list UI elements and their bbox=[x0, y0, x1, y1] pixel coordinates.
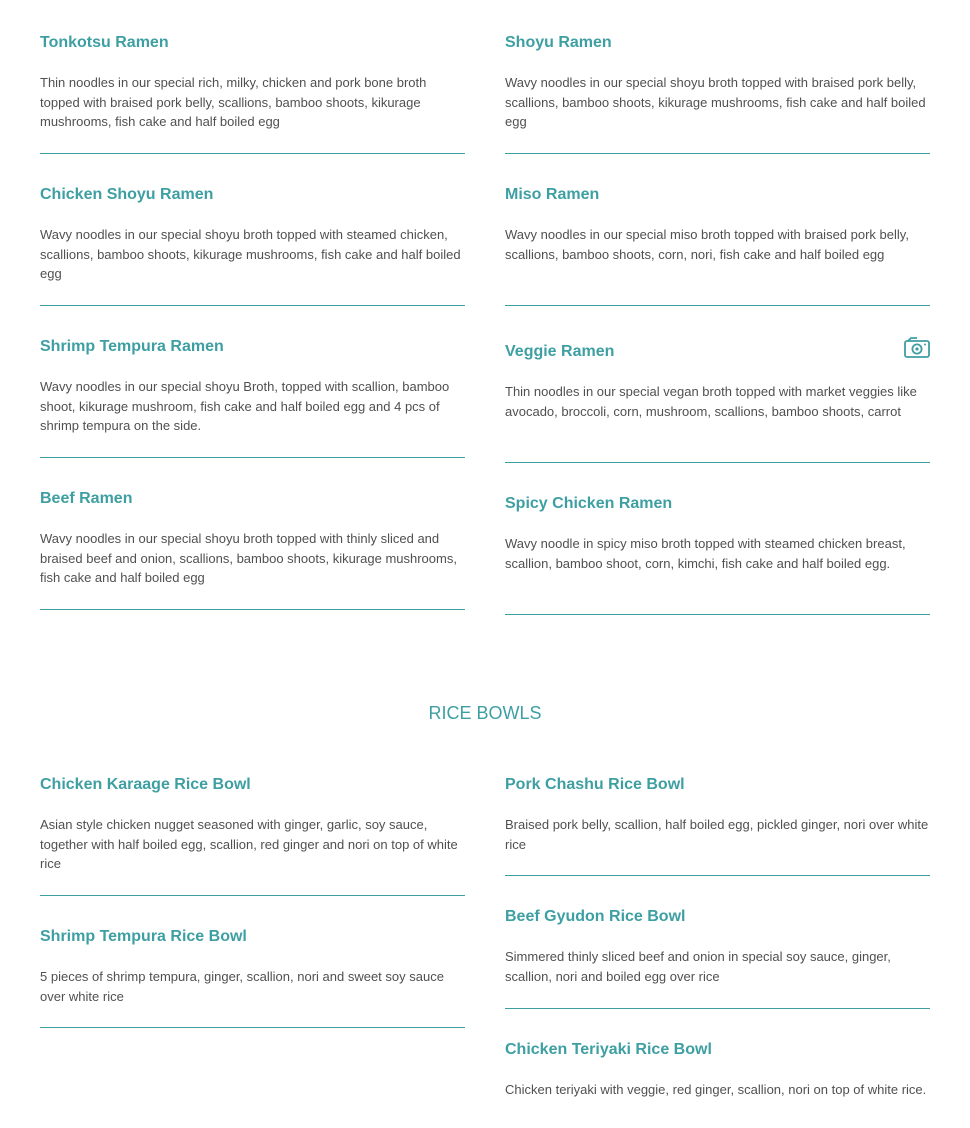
menu-item-title: Miso Ramen bbox=[505, 186, 600, 203]
divider bbox=[40, 895, 465, 896]
menu-item-tonkotsu-ramen bbox=[40, 33, 465, 132]
menu-item-description: Braised pork belly, scallion, half boiled egg, pickled ginger, nori over white rice bbox=[505, 817, 929, 852]
menu-item-title: Shrimp Tempura Rice Bowl bbox=[40, 928, 247, 945]
menu-item-pork-chashu-rice-bowl bbox=[505, 775, 930, 854]
divider bbox=[505, 153, 930, 154]
menu-item-title: Beef Ramen bbox=[40, 490, 133, 507]
menu-item-description: Wavy noodles in our special shoyu broth topped with braised pork belly, scallions, bamboo shoots, kikurage mushrooms, fish cake and half boiled egg bbox=[505, 75, 926, 129]
divider bbox=[40, 457, 465, 458]
menu-item-shrimp-tempura-rice-bowl bbox=[40, 927, 465, 1006]
menu-item-title: Beef Gyudon Rice Bowl bbox=[505, 908, 686, 925]
menu-item-description: Wavy noodles in our special shoyu broth topped with thinly sliced and braised beef and onion, scallions, bamboo shoots, kikurage mushrooms, fish cake and half boiled egg bbox=[40, 531, 457, 585]
menu-item-chicken-teriyaki-rice-bowl bbox=[505, 1040, 930, 1100]
menu-item-description: Thin noodles in our special rich, milky, chicken and pork bone broth topped with braised pork belly, scallions, bamboo shoots, kikurage mushrooms, fish cake and half boiled egg bbox=[40, 75, 427, 129]
menu-item-beef-gyudon-rice-bowl bbox=[505, 907, 930, 986]
menu-item-title: Chicken Shoyu Ramen bbox=[40, 186, 214, 203]
divider bbox=[40, 153, 465, 154]
menu-item-title: Spicy Chicken Ramen bbox=[505, 495, 673, 512]
menu-item-veggie-ramen bbox=[505, 337, 930, 421]
section-title-rice-bowls: RICE BOWLS bbox=[428, 703, 542, 723]
menu-item-chicken-karaage-rice-bowl bbox=[40, 775, 465, 874]
menu-item-title: Shoyu Ramen bbox=[505, 34, 612, 51]
menu-item-shrimp-tempura-ramen bbox=[40, 337, 465, 436]
menu-item-description: Thin noodles in our special vegan broth topped with market veggies like avocado, broccoli, corn, mushroom, scallions, bamboo shoots, carrot bbox=[505, 384, 917, 419]
menu-item-description: Asian style chicken nugget seasoned with ginger, garlic, soy sauce, together with half boiled egg, scallion, red ginger and nori on top of white rice bbox=[40, 817, 458, 871]
divider bbox=[40, 1027, 465, 1028]
menu-item-description: 5 pieces of shrimp tempura, ginger, scallion, nori and sweet soy sauce over white rice bbox=[40, 969, 444, 1004]
menu-item-title: Chicken Teriyaki Rice Bowl bbox=[505, 1041, 712, 1058]
menu-item-description: Wavy noodle in spicy miso broth topped with steamed chicken breast, scallion, bamboo shoot, corn, kimchi, fish cake and half boiled egg. bbox=[505, 536, 906, 571]
divider bbox=[505, 875, 930, 876]
menu-item-description: Chicken teriyaki with veggie, red ginger, scallion, nori on top of white rice. bbox=[505, 1082, 927, 1097]
divider bbox=[505, 1008, 930, 1009]
divider bbox=[40, 305, 465, 306]
menu-item-title: Chicken Karaage Rice Bowl bbox=[40, 776, 251, 793]
menu-item-title: Tonkotsu Ramen bbox=[40, 34, 169, 51]
menu-item-description: Wavy noodles in our special shoyu Broth, topped with scallion, bamboo shoot, kikurage mushroom, fish cake and half boiled egg and 4 pcs of shrimp tempura on the side. bbox=[40, 379, 450, 433]
menu-item-chicken-shoyu-ramen bbox=[40, 185, 465, 284]
menu-item-title: Veggie Ramen bbox=[505, 343, 615, 360]
menu-item-title: Pork Chashu Rice Bowl bbox=[505, 776, 685, 793]
divider bbox=[505, 462, 930, 463]
menu-item-description: Wavy noodles in our special miso broth topped with braised pork belly, scallions, bamboo shoots, corn, nori, fish cake and half boiled egg bbox=[505, 227, 909, 262]
divider bbox=[505, 614, 930, 615]
camera-icon[interactable] bbox=[904, 337, 930, 359]
divider bbox=[40, 609, 465, 610]
menu-item-spicy-chicken-ramen bbox=[505, 494, 930, 573]
menu-item-title: Shrimp Tempura Ramen bbox=[40, 338, 224, 355]
menu-item-miso-ramen bbox=[505, 185, 930, 264]
menu-item-description: Simmered thinly sliced beef and onion in special soy sauce, ginger, scallion, nori and boiled egg over rice bbox=[505, 949, 891, 984]
menu-item-beef-ramen bbox=[40, 489, 465, 588]
menu-item-description: Wavy noodles in our special shoyu broth topped with steamed chicken, scallions, bamboo shoots, kikurage mushrooms, fish cake and half boiled egg bbox=[40, 227, 461, 281]
menu-item-shoyu-ramen bbox=[505, 33, 930, 132]
divider bbox=[505, 305, 930, 306]
